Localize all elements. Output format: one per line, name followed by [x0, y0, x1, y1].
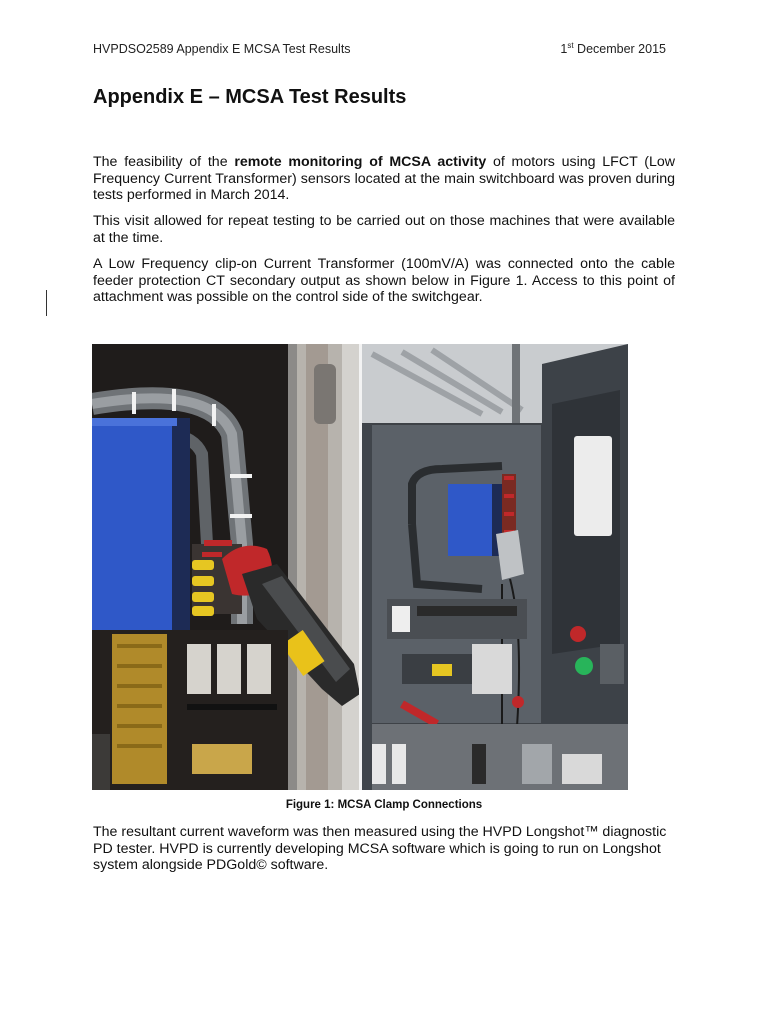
- header-date-rest: December 2015: [573, 42, 666, 56]
- figure-caption: Figure 1: MCSA Clamp Connections: [285, 799, 483, 811]
- header-doc-ref: HVPDSO2589 Appendix E MCSA Test Results: [93, 42, 351, 56]
- figure-1: [92, 344, 628, 790]
- p1-text-pre: The feasibility of the: [93, 154, 235, 170]
- paragraph-feasibility: [93, 154, 675, 204]
- photo-switchgear-view: [362, 344, 628, 790]
- p1-text-post: of motors using LFCT (Low Frequency Current Transformer) sensors located at the main switchboard was proven during tests performed in March 2014.: [93, 154, 676, 204]
- page-title: Appendix E – MCSA Test Results: [93, 86, 407, 108]
- header-date: [560, 42, 666, 56]
- paragraph-repeat-testing: This visit allowed for repeat testing to be carried out on those machines that were available at the time.: [93, 213, 675, 246]
- text-cursor: [46, 290, 47, 316]
- header-date-suffix: st: [567, 40, 574, 50]
- header-date-day: 1: [560, 42, 568, 56]
- paragraph-ct-connection: A Low Frequency clip-on Current Transformer (100mV/A) was connected onto the cable feeder protection CT secondary output as shown below in Figure 1. Access to this point of attachment was possible on the control side of the switchgear.: [93, 256, 675, 306]
- photo-clamp-closeup: [92, 344, 359, 790]
- paragraph-longshot: The resultant current waveform was then measured using the HVPD Longshot™ diagnostic PD tester. HVPD is currently developing MCSA software which is going to run on Longshot system alongside PDGold© software.: [93, 824, 667, 874]
- p1-text-bold: remote monitoring of MCSA activity: [234, 154, 487, 170]
